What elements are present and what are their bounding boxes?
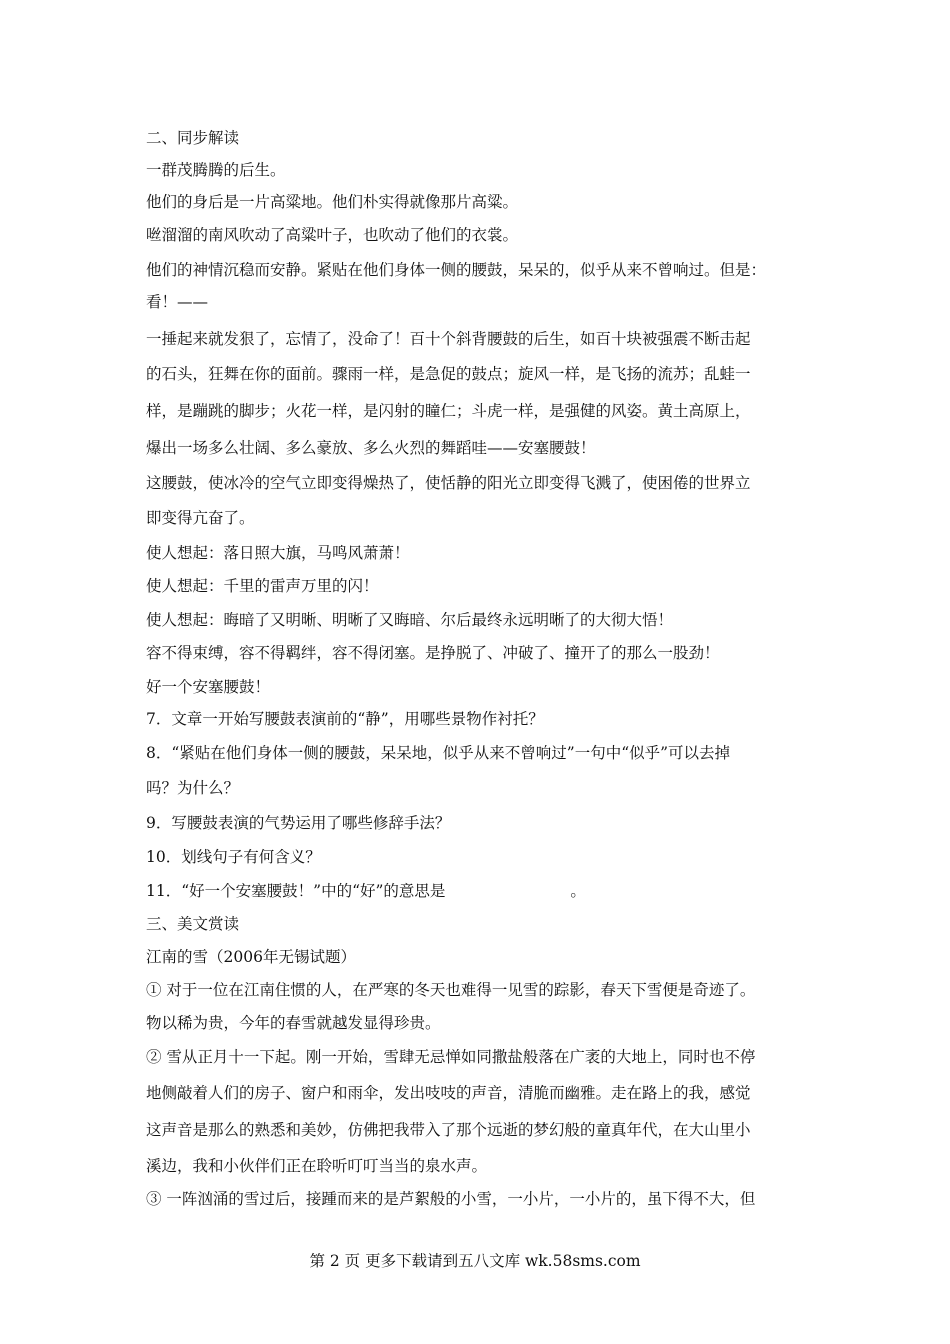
question-8-cont: 吗？为什么？: [146, 779, 240, 797]
text-line: 样，是蹦跳的脚步；火花一样，是闪射的瞳仁；斗虎一样，是强健的风姿。黄土高原上，: [146, 402, 751, 420]
text-line: ③ 一阵汹涌的雪过后，接踵而来的是芦絮般的小雪，一小片，一小片的，虽下得不大，但: [146, 1190, 756, 1208]
text-line: 使人想起：落日照大旗，马鸣风萧萧！: [146, 544, 410, 562]
text-line: 好一个安塞腰鼓！: [146, 678, 271, 696]
text-line: 容不得束缚，容不得羁绊，容不得闭塞。是挣脱了、冲破了、撞开了的那么一股劲！: [146, 644, 720, 662]
question-11: [146, 881, 826, 901]
text-line: 一群茂腾腾的后生。: [146, 161, 286, 179]
text-line: 爆出一场多么壮阔、多么豪放、多么火烈的舞蹈哇——安塞腰鼓！: [146, 439, 596, 457]
text-line: 他们的神情沉稳而安静。紧贴在他们身体一侧的腰鼓，呆呆的，似乎从来不曾响过。但是：: [146, 261, 767, 279]
text-line: 地侧敲着人们的房子、窗户和雨伞，发出吱吱的声音，清脆而幽雅。走在路上的我，感觉: [146, 1084, 751, 1102]
text-line: 的石头，狂舞在你的面前。骤雨一样，是急促的鼓点；旋风一样，是飞扬的流苏；乱蛙一: [146, 365, 751, 383]
text-line: ② 雪从正月十一下起。刚一开始，雪肆无忌惮如同撒盐般落在广袤的大地上，同时也不停: [146, 1048, 756, 1066]
text-line: 使人想起：晦暗了又明晰、明晰了又晦暗、尔后最终永远明晰了的大彻大悟！: [146, 611, 674, 629]
text-line: 即变得亢奋了。: [146, 509, 255, 527]
article-title: 江南的雪（2006年无锡试题）: [146, 948, 356, 966]
text-line: 看！——: [146, 293, 209, 311]
question-9: 9．写腰鼓表演的气势运用了哪些修辞手法？: [146, 814, 451, 832]
question-10: 10．划线句子有何含义？: [146, 848, 321, 866]
text-line: 一捶起来就发狠了，忘情了，没命了！百十个斜背腰鼓的后生，如百十块被强震不断击起: [146, 330, 751, 348]
question-8: 8．“紧贴在他们身体一侧的腰鼓，呆呆地，似乎从来不曾响过”一句中“似乎”可以去掉: [146, 744, 731, 762]
text-line: 他们的身后是一片高粱地。他们朴实得就像那片高粱。: [146, 193, 519, 211]
text-line: 这腰鼓，使冰冷的空气立即变得燥热了，使恬静的阳光立即变得飞溅了，使困倦的世界立: [146, 474, 751, 492]
text-line: 使人想起：千里的雷声万里的闪！: [146, 577, 379, 595]
question-11-end: 。: [570, 882, 586, 900]
text-line: 咝溜溜的南风吹动了高粱叶子，也吹动了他们的衣裳。: [146, 226, 519, 244]
text-line: ① 对于一位在江南住惯的人，在严寒的冬天也难得一见雪的踪影，春天下雪便是奇迹了。: [146, 981, 756, 999]
text-line: 溪边，我和小伙伴们正在聆听叮叮当当的泉水声。: [146, 1157, 488, 1175]
section-heading: 三、美文赏读: [146, 915, 240, 933]
section-heading: 二、同步解读: [146, 129, 240, 147]
question-7: 7．文章一开始写腰鼓表演前的“静”，用哪些景物作衬托？: [146, 710, 544, 728]
question-11-text: 11．“好一个安塞腰鼓！”中的“好”的意思是: [146, 882, 446, 900]
text-line: 这声音是那么的熟悉和美妙，仿佛把我带入了那个远逝的梦幻般的童真年代，在大山里小: [146, 1121, 751, 1139]
text-line: 物以稀为贵，今年的春雪就越发显得珍贵。: [146, 1014, 441, 1032]
page-footer: 第 2 页 更多下载请到五八文库 wk.58sms.com: [309, 1252, 641, 1270]
